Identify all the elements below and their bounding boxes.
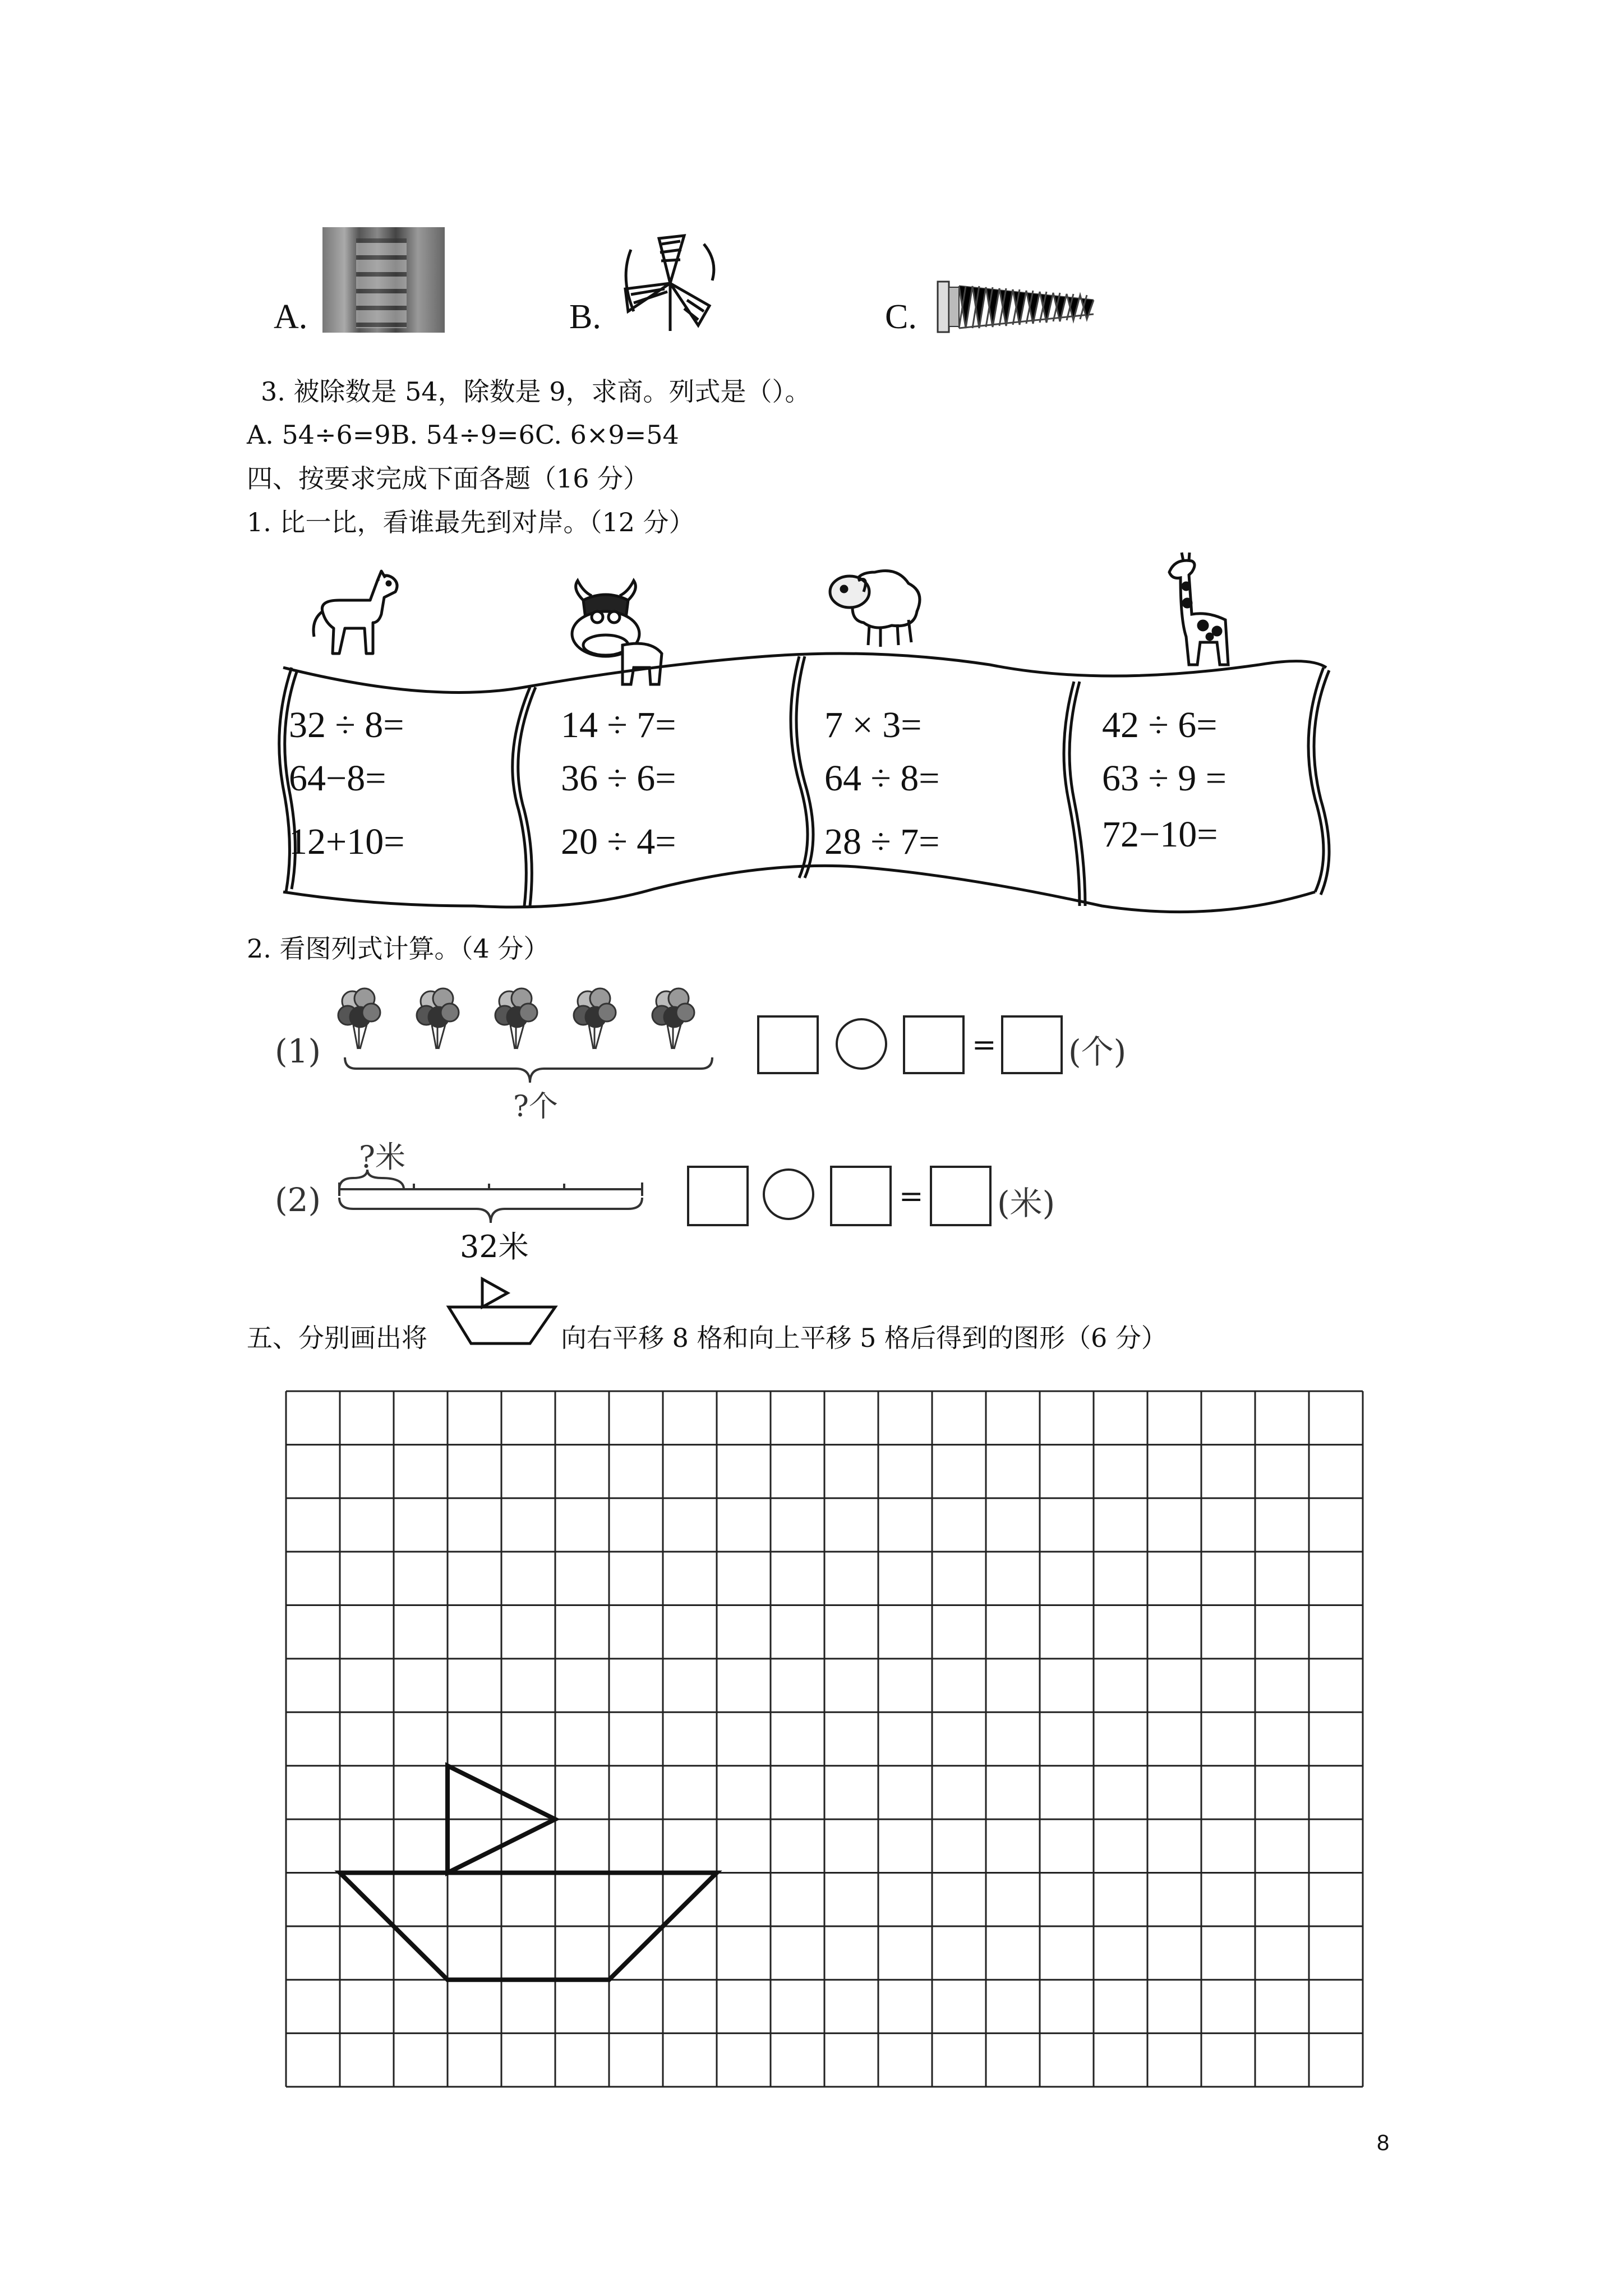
p2-unit: (米): [997, 1184, 1055, 1222]
q3-question: 3. 被除数是 54，除数是 9，求商。列式是（）。: [261, 376, 811, 407]
col3-row3: 28 ÷ 7=: [824, 821, 940, 862]
section5-title-before: 五、分别画出将: [247, 1323, 427, 1353]
option-b-label: B.: [569, 298, 601, 336]
section5-title-after: 向右平移 8 格和向上平移 5 格后得到的图形（6 分）: [561, 1323, 1167, 1353]
boat-icon: [446, 1273, 558, 1352]
p2-top-label: ?米: [359, 1139, 405, 1175]
col1-row1: 32 ÷ 8=: [289, 705, 404, 746]
p2-answer-box-1[interactable]: [687, 1166, 749, 1226]
p2-operator-circle[interactable]: [763, 1168, 814, 1220]
p1-brace-label: ?个: [513, 1090, 558, 1124]
p1-answer-box-2[interactable]: [903, 1015, 965, 1074]
p2-equals: =: [899, 1180, 924, 1213]
p1-operator-circle[interactable]: [836, 1018, 887, 1070]
col2-row3: 20 ÷ 4=: [561, 821, 676, 862]
page-number: 8: [1377, 2131, 1390, 2155]
col1-row3: 12+10=: [289, 821, 405, 862]
windmill-icon: [614, 227, 726, 334]
p2-answer-box-3[interactable]: [930, 1166, 992, 1226]
col4-row2: 63 ÷ 9 =: [1102, 758, 1227, 799]
p1-answer-box-1[interactable]: [757, 1015, 819, 1074]
p2-answer-box-2[interactable]: [830, 1166, 892, 1226]
elevator-photo-icon: [322, 227, 445, 333]
sheep-icon: [824, 558, 928, 651]
col2-row2: 36 ÷ 6=: [561, 758, 676, 799]
col4-row1: 42 ÷ 6=: [1102, 705, 1218, 746]
col3-row2: 64 ÷ 8=: [824, 758, 940, 799]
section4-title: 四、按要求完成下面各题（16 分）: [247, 463, 649, 494]
retractable-gate-icon: [937, 275, 1099, 337]
option-c-label: C.: [885, 298, 917, 336]
q2-title: 2. 看图列式计算。（4 分）: [247, 933, 550, 964]
col3-row1: 7 × 3=: [824, 705, 922, 746]
col4-row3: 72−10=: [1102, 814, 1218, 855]
drawing-grid[interactable]: [283, 1388, 1366, 2090]
option-a-label: A.: [274, 298, 308, 336]
p1-unit: (个): [1068, 1033, 1127, 1071]
p1-equals: =: [972, 1028, 997, 1062]
q3-choices[interactable]: A. 54÷6=9B. 54÷9=6C. 6×9=54: [247, 420, 679, 450]
p1-label: (1): [275, 1032, 321, 1070]
col1-row2: 64−8=: [289, 758, 386, 799]
p1-answer-box-3[interactable]: [1001, 1015, 1063, 1074]
col2-row1: 14 ÷ 7=: [561, 705, 676, 746]
q1-title: 1. 比一比，看谁最先到对岸。（12 分）: [247, 507, 695, 537]
p2-label: (2): [275, 1181, 321, 1219]
p2-bottom-label: 32米: [460, 1229, 529, 1264]
